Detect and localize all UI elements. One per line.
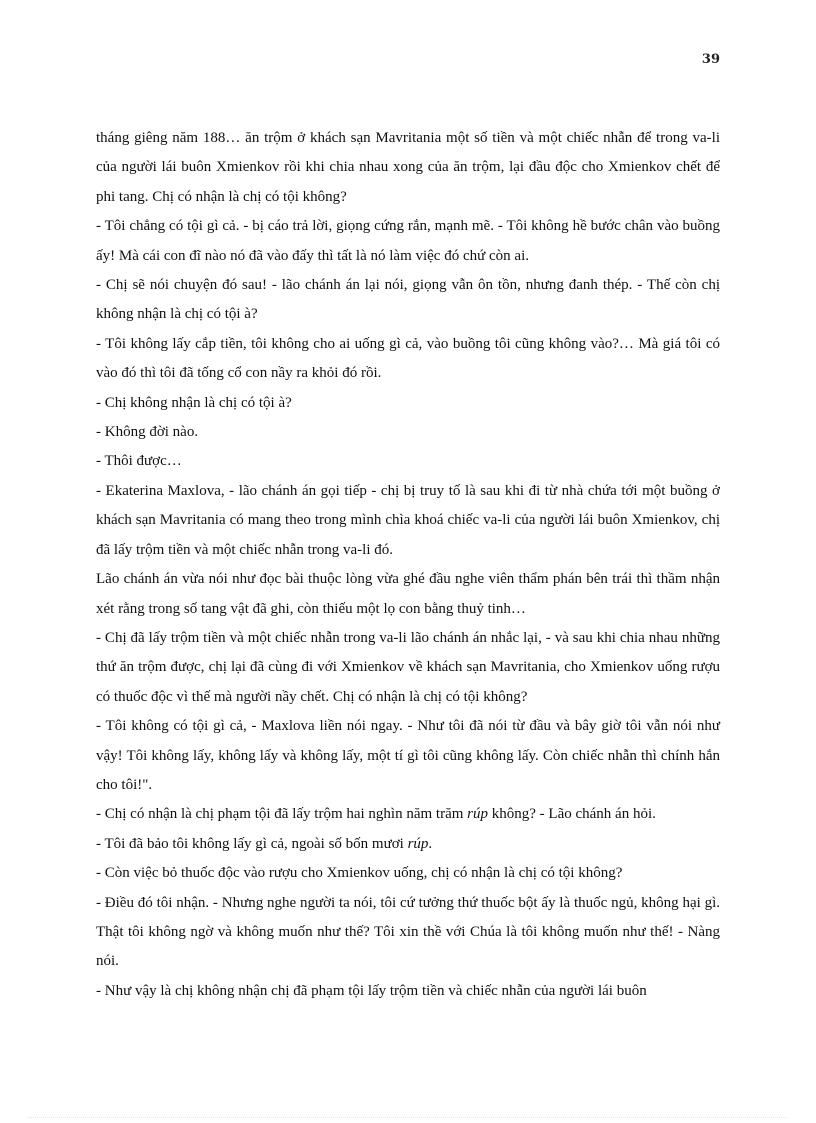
italic-term: rúp [467, 806, 489, 823]
page-bottom-rule [28, 1117, 788, 1118]
paragraph: tháng giêng năm 188… ăn trộm ở khách sạn Mavritania một số tiền và một chiếc nhẫn để trong va-li của người lái buôn Xmienkov rồi khi chia nhau xong của ăn trộm, lại đầu độc cho Xmienkov chết để phi tang. Chị có nhận là chị có tội không? [96, 130, 720, 205]
paragraph: - Chị có nhận là chị phạm tội đã lấy trộm hai nghìn năm trăm rúp không? - Lão chánh án hỏi. [96, 806, 656, 823]
page-number: 39 [701, 52, 720, 67]
paragraph: - Còn việc bỏ thuốc độc vào rượu cho Xmienkov uống, chị có nhận là chị có tội không? [96, 865, 623, 882]
paragraph: - Như vậy là chị không nhận chị đã phạm tội lấy trộm tiền và chiếc nhẫn của người lái buôn [96, 982, 647, 999]
paragraph: - Tôi đã bảo tôi không lấy gì cả, ngoài số bốn mươi rúp. [96, 835, 433, 852]
paragraph: - Tôi không lấy cắp tiền, tôi không cho ai uống gì cả, vào buồng tôi cũng không vào?… Mà giá tôi có vào đó thì tôi đã tống cổ con nầy ra khỏi đó rồi. [96, 335, 720, 382]
paragraph: - Tôi chẳng có tội gì cả. - bị cáo trả lời, giọng cứng rắn, mạnh mẽ. - Tôi không hề bước chân vào buồng ấy! Mà cái con đĩ nào nó đã vào đấy thì tất là nó làm việc đó chứ còn ai. [96, 218, 720, 264]
paragraph: - Tôi không có tội gì cả, - Maxlova liền nói ngay. - Như tôi đã nói từ đầu và bây giờ tôi vẫn nói như vậy! Tôi không lấy, không lấy và không lấy, một tí gì tôi cũng không lấy. Còn chiếc nhẫn thì chính hắn cho tôi!". [96, 718, 720, 793]
paragraph: - Chị sẽ nói chuyện đó sau! - lão chánh án lại nói, giọng vẫn ôn tồn, nhưng đanh thép. - Thế còn chị không nhận là chị có tội à? [96, 277, 720, 323]
paragraph: - Thôi được… [96, 453, 182, 470]
body-text [96, 124, 720, 1006]
paragraph: - Chị không nhận là chị có tội à? [96, 394, 292, 411]
italic-term: rúp [407, 835, 429, 852]
paragraph: - Chị đã lấy trộm tiền và một chiếc nhẫn trong va-li lão chánh án nhắc lại, - và sau khi chia nhau những thứ ăn trộm được, chị lại đã cùng đi với Xmienkov về khách sạn Mavritania, cho Xmienkov uống rượu có thuốc độc vì thế mà người nầy chết. Chị có nhận là chị có tội không? [96, 629, 720, 705]
paragraph: - Ekaterina Maxlova, - lão chánh án gọi tiếp - chị bị truy tố là sau khi đi từ nhà chứa tới một buồng ở khách sạn Mavritania có mang theo trong mình chìa khoá chiếc va-li của người lái buôn Xmienkov, chị đã lấy trộm tiền và một chiếc nhẫn trong va-li đó. [96, 482, 720, 558]
paragraph: - Không đời nào. [96, 424, 199, 441]
paragraph: Lão chánh án vừa nói như đọc bài thuộc lòng vừa ghé đầu nghe viên thẩm phán bên trái thì thầm nhận xét rằng trong số tang vật đã ghi, còn thiếu một lọ con bằng thuỷ tinh… [96, 571, 720, 617]
paragraph: - Điều đó tôi nhận. - Nhưng nghe người ta nói, tôi cứ tưởng thứ thuốc bột ấy là thuốc ngủ, không hại gì. Thật tôi không ngờ và không muốn như thế? Tôi xin thề với Chúa là tôi không muốn như thế! - Nàng nói. [96, 894, 720, 970]
